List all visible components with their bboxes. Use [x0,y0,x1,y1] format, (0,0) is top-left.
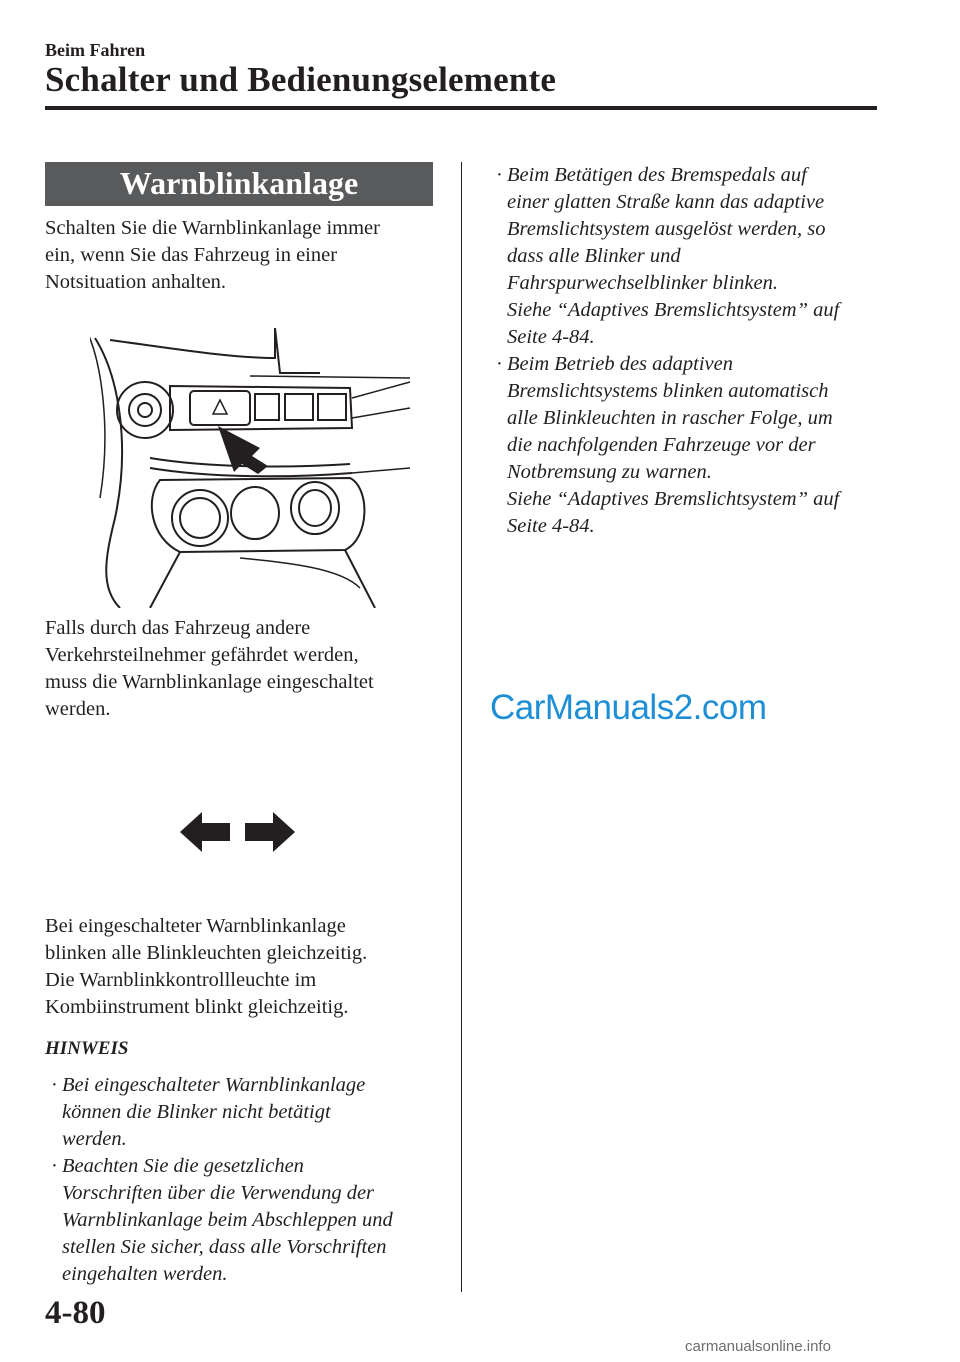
left-note-list [45,1072,455,1288]
warning-paragraph: Falls durch das Fahrzeug andere Verkehrsteilnehmer gefährdet werden, muss die Warnblinkanlage eingeschaltet werden. [45,617,374,720]
header-rule [45,106,877,110]
turn-signal-arrows-icon [180,812,295,852]
list-item-text: Beachten Sie die gesetzlichen Vorschriften über die Verwendung der Warnblinkanlage beim Abschleppen und stellen Sie sicher, dass alle Vorschriften eingehalten werden. [62,1155,393,1285]
section-label: Beim Fahren [45,40,146,60]
list-item [490,351,910,540]
page-number: 4-80 [45,1295,106,1331]
list-item [45,1072,455,1153]
list-item [490,162,910,351]
bullet-mark: · [496,353,503,375]
section-heading: Warnblinkanlage [45,162,433,206]
list-item-text: Bei eingeschalteter Warnblinkanlage können die Blinker nicht betätigt werden. [62,1074,366,1150]
column-divider [461,162,462,1292]
list-item-text: Beim Betrieb des adaptiven Bremslichtsystems blinken automatisch alle Blinkleuchten in rascher Folge, um die nachfolgenden Fahrzeuge vor der Notbremsung zu warnen. Siehe “Adaptives Bremslichtsystem” auf Seite 4-84. [507,353,840,537]
list-item [45,1153,455,1288]
bullet-mark: · [51,1155,58,1177]
right-note-list [490,162,910,540]
chapter-title: Schalter und Bedienungselemente [45,60,557,99]
list-item-text: Beim Betätigen des Bremspedals auf einer glatten Straße kann das adaptive Bremslichtsystem ausgelöst werden, so dass alle Blinker und Fahrspurwechselblinker blinken. Siehe “Adaptives Bremslichtsystem” auf Seite 4-84. [507,164,840,348]
hazard-switch-illustration [90,318,420,608]
watermark-text: CarManuals2.com [490,688,767,727]
blink-paragraph: Bei eingeschalteter Warnblinkanlage blinken alle Blinkleuchten gleichzeitig. Die Warnblinkkontrollleuchte im Kombiinstrument blinkt gleichzeitig. [45,915,368,1018]
intro-paragraph: Schalten Sie die Warnblinkanlage immer ein, wenn Sie das Fahrzeug in einer Notsituation anhalten. [45,217,380,293]
bullet-mark: · [51,1074,58,1096]
footer-site-text: carmanualsonline.info [685,1338,831,1355]
bullet-mark: · [496,164,503,186]
note-title: HINWEIS [45,1038,129,1059]
